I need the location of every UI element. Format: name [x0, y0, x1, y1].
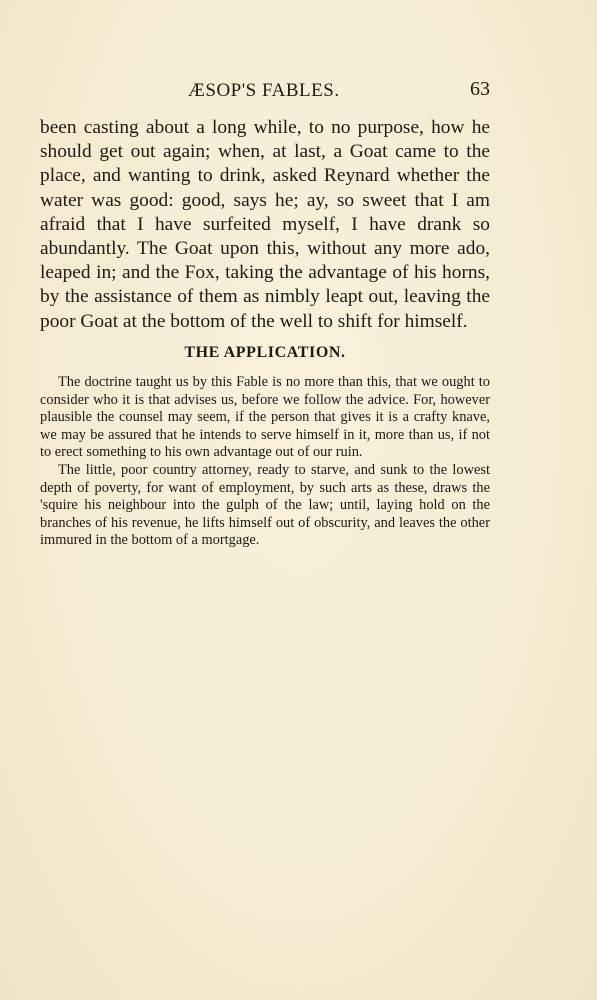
application-paragraph: The doctrine taught us by this Fable is no more than this, that we ought to consider who it is that advises us, before we follow the advice. For, however plausible the counsel may seem, if the person that gives it is a crafty knave, we may be assured that he intends to serve himself in it, more than us, if not to erect something to his own advantage out of our ruin.	[40, 374, 490, 461]
running-title: ÆSOP'S FABLES.	[188, 80, 340, 101]
fable-text: been casting about a long while, to no purpose, how he should get out again; when, at last, a Goat came to the place, and wanting to drink, asked Reynard whether the water was good: good, says he; ay, so sweet that I am afraid that I have surfeited myself, I have drank so abundantly. The Goat upon this, without any more ado, leaped in; and the Fox, taking the advantage of his horns, by the assistance of them as nimbly leapt out, leaving the poor Goat at the bottom of the well to shift for himself.	[40, 117, 490, 332]
application-heading: THE APPLICATION.	[184, 344, 346, 361]
application-paragraph: The little, poor country attorney, ready to starve, and sunk to the lowest depth of poverty, for want of employment, by such arts as these, draws the 'squire his neighbour into the gulph of the law; until, laying hold on the branches of his revenue, he lifts himself out of obscurity, and leaves the other immured in the bottom of a mortgage.	[40, 461, 490, 549]
page-header	[40, 78, 490, 108]
page-number: 63	[470, 78, 490, 100]
application-text	[40, 374, 490, 550]
